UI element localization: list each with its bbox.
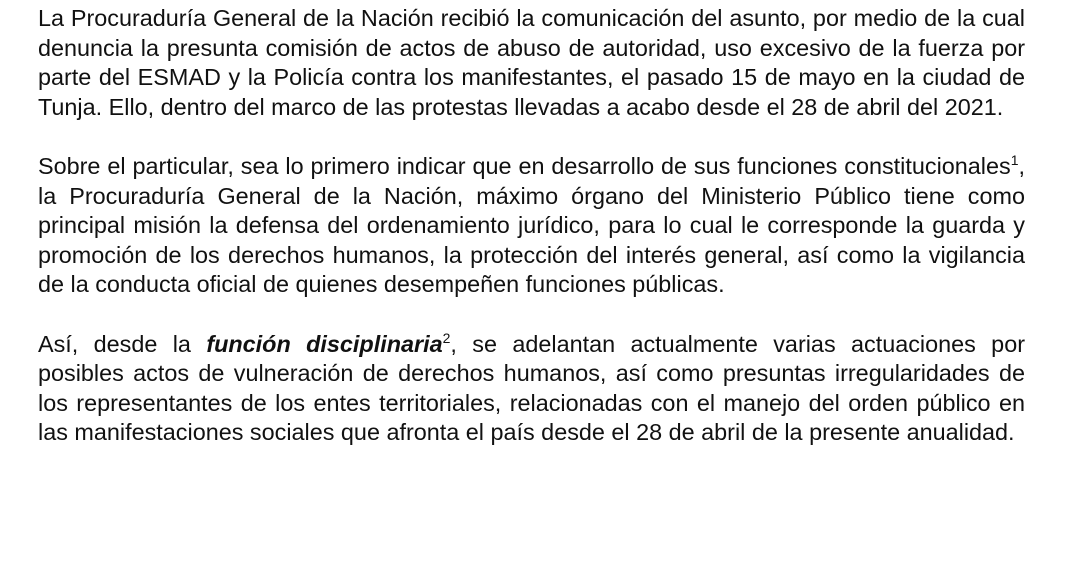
footnote-marker[interactable]: 1 [1010, 152, 1019, 169]
paragraph-text: , la Procuraduría General de la Nación, máximo órgano del Ministerio Público tiene como principal misión la defensa del ordenamiento jurídico, para lo cual le corresponde la guarda y promoción de los derechos humanos, la protección del interés general, así como la vigilancia de la conducta oficial de quienes desempeñen funciones públicas. [38, 152, 1025, 298]
paragraph-text: , se adelantan actualmente varias actuaciones por posibles actos de vulneración de derechos humanos, así como presuntas irregularidades de los representantes de los entes territoriales, relacionadas con el manejo del orden público en las manifestaciones sociales que afronta el país desde el 28 de abril de la presente anualidad. [38, 330, 1025, 446]
footnote-marker[interactable]: 2 [442, 329, 451, 346]
paragraph-complaint [38, 4, 1025, 122]
paragraph-disciplinary [38, 330, 1025, 448]
emphasized-term: función disciplinaria [206, 330, 443, 357]
paragraph-text: Así, desde la [38, 330, 207, 357]
paragraph-mission [38, 152, 1025, 300]
paragraph-text: La Procuraduría General de la Nación recibió la comunicación del asunto, por medio de la cual denuncia la presunta comisión de actos de abuso de autoridad, uso excesivo de la fuerza por parte del ESMAD y la Policía contra los manifestantes, el pasado 15 de mayo en la ciudad de Tunja. Ello, dentro del marco de las protestas llevadas a acabo desde el 28 de abril del 2021. [38, 5, 1025, 120]
paragraph-text: Sobre el particular, sea lo primero indicar que en desarrollo de sus funciones constitucionales [38, 152, 1011, 179]
